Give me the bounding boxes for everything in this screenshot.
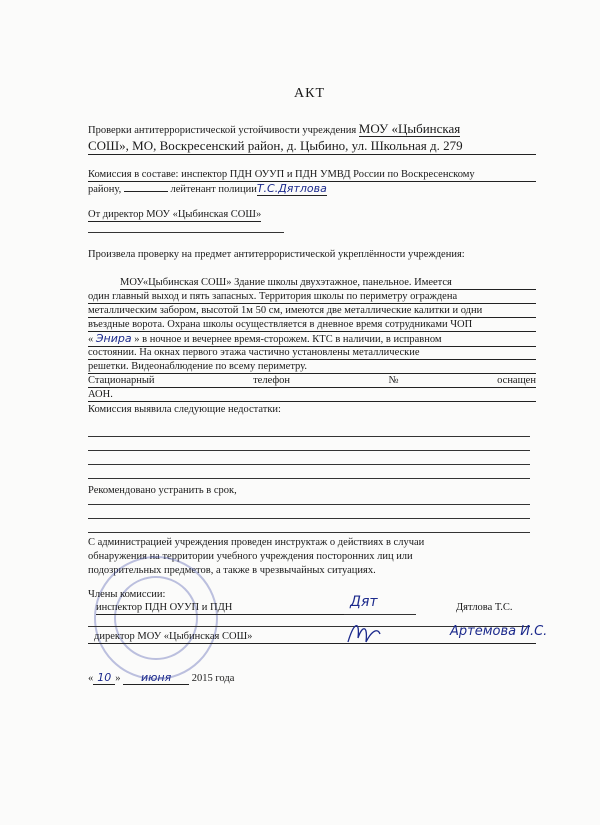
document-date: « 10 » июня 2015 года bbox=[88, 671, 235, 684]
member-2-signature-scribble bbox=[344, 616, 384, 648]
phone-line-2: АОН. bbox=[88, 388, 536, 402]
intro-line-2: СОШ», МО, Воскресенский район, д. Цыбино, ул. Школьная д. 279 bbox=[88, 138, 536, 155]
intro-institution: МОУ «Цыбинская bbox=[358, 121, 461, 136]
member-2-role: директор МОУ «Цыбинская СОШ» bbox=[94, 631, 253, 642]
members-label: Члены комиссии: bbox=[88, 589, 166, 600]
description-line-4: въездные ворота. Охрана школы осуществляется в дневное время сотрудниками ЧОП bbox=[88, 318, 536, 332]
intro-prefix: Проверки антитеррористической устойчивости учреждения bbox=[88, 125, 357, 136]
date-day: 10 bbox=[93, 671, 115, 685]
recommend-label: Рекомендовано устранить в срок, bbox=[88, 485, 237, 496]
member-2-signature: Артемова И.С. bbox=[450, 624, 548, 639]
instruction-line-1: С администрацией учреждения проведен инструктаж о действиях в случаи bbox=[88, 537, 425, 548]
from-line: От директор МОУ «Цыбинская СОШ» bbox=[88, 209, 262, 220]
intro-line-1 bbox=[88, 122, 536, 137]
description-line-1: МОУ«Цыбинская СОШ» Здание школы двухэтажное, панельное. Имеется bbox=[120, 276, 536, 290]
commission-line-1: Комиссия в составе: инспектор ПДН ОУУП и ПДН УМВД России по Воскресенскому bbox=[88, 168, 536, 182]
date-month: июня bbox=[123, 671, 189, 685]
description-line-6: состоянии. На окнах первого этажа частично установлены металлические bbox=[88, 346, 536, 360]
commission-line-2 bbox=[88, 182, 327, 196]
document-title: АКТ bbox=[294, 86, 325, 101]
member-1-name: Дятлова Т.С. bbox=[456, 602, 513, 613]
check-intro: Произвела проверку на предмет антитеррористической укреплённости учреждения: bbox=[88, 249, 465, 260]
deficiencies-label: Комиссия выявила следующие недостатки: bbox=[88, 404, 281, 415]
description-line-2: один главный выход и пять запасных. Территория школы по периметру ограждена bbox=[88, 290, 536, 304]
security-company-name: Энира bbox=[95, 332, 132, 345]
instruction-line-2: обнаружения на территории учебного учреждения посторонних лиц или bbox=[88, 551, 413, 562]
instruction-line-3: подозрительных предметов, а также в чрезвычайных ситуациях. bbox=[88, 565, 376, 576]
description-line-7: решетки. Видеонаблюдение по всему периметру. bbox=[88, 360, 536, 374]
school-stamp bbox=[94, 556, 218, 680]
member-1-role: инспектор ПДН ОУУП и ПДН bbox=[96, 601, 344, 615]
commission-district: району, bbox=[88, 184, 122, 195]
commission-handwritten-name: Т.С.Дятлова bbox=[256, 182, 327, 195]
commission-rank: лейтенант полиции bbox=[170, 184, 257, 195]
description-line-5: « Энира » в ночное и вечернее время-сторожем. КТС в наличии, в исправном bbox=[88, 332, 536, 347]
description-line-3: металлическим забором, высотой 1м 50 см, имеются две металлические калитки и одни bbox=[88, 304, 536, 318]
member-1-signature: Дят bbox=[350, 594, 378, 610]
phone-line: Стационарный телефон № оснащен bbox=[88, 375, 536, 386]
